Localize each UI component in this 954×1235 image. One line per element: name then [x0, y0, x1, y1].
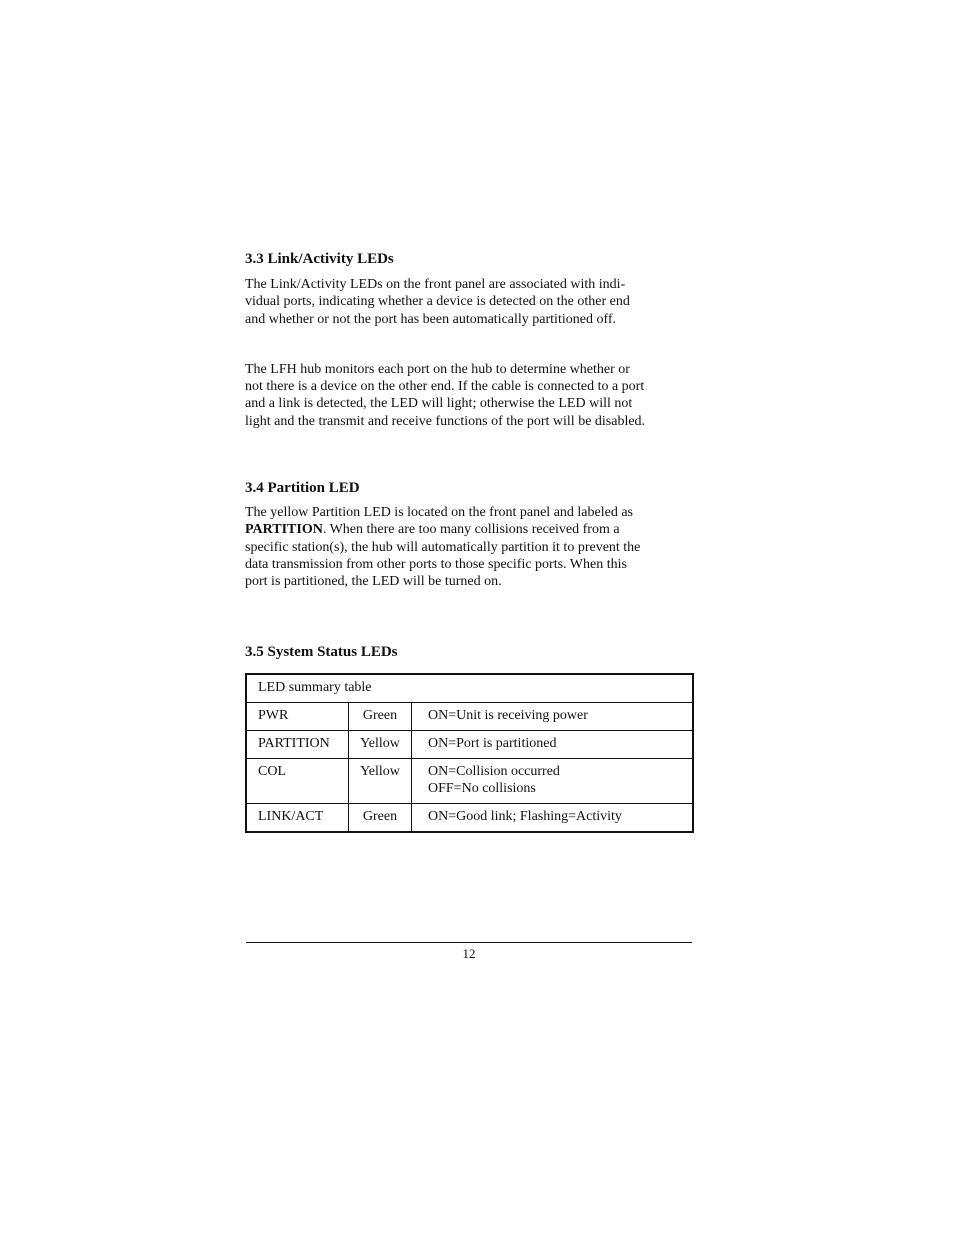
- description-line: ON=Collision occurred: [428, 763, 560, 779]
- section-title-link-activity: 3.3 Link/Activity LEDs: [245, 251, 394, 267]
- text-line: light and the transmit and receive functions of the port will be disabled.: [245, 413, 646, 429]
- led-name-cell: PWR: [246, 702, 349, 730]
- text-line: port is partitioned, the LED will be turned on.: [245, 574, 502, 590]
- led-name-cell: COL: [246, 758, 349, 803]
- led-summary-table: [245, 673, 694, 833]
- led-description-cell: [412, 758, 694, 803]
- text-line: and whether or not the port has been automatically partitioned off.: [245, 311, 617, 327]
- table-row: [246, 730, 693, 758]
- led-color-cell: Green: [349, 702, 412, 730]
- text-line: vidual ports, indicating whether a device is detected on the other end: [245, 294, 630, 310]
- text-line: not there is a device on the other end. If the cable is connected to a port: [245, 379, 645, 395]
- text-line: . When there are too many collisions received from a: [322, 522, 620, 538]
- text-line: and a link is detected, the LED will light; otherwise the LED will not: [245, 396, 633, 412]
- text-line: The Link/Activity LEDs on the front panel are associated with indi-: [245, 277, 626, 292]
- footer-divider: [246, 942, 692, 943]
- led-description-cell: ON=Port is partitioned: [412, 730, 694, 758]
- link-activity-paragraph-1: [245, 276, 697, 328]
- table-row: [246, 702, 693, 730]
- partition-paragraph: [245, 504, 697, 590]
- text-line: The yellow Partition LED is located on the front panel and labeled as: [245, 505, 633, 521]
- led-name-cell: PARTITION: [246, 730, 349, 758]
- page-number: 12: [462, 946, 476, 961]
- led-color-cell: Yellow: [349, 758, 412, 803]
- text-line: The LFH hub monitors each port on the hub to determine whether or: [245, 361, 630, 377]
- led-description-cell: ON=Good link; Flashing=Activity: [412, 803, 694, 832]
- section-title-partition: 3.4 Partition LED: [245, 480, 360, 497]
- text-line: specific station(s), the hub will automatically partition it to prevent the: [245, 539, 641, 555]
- table-row: [246, 803, 693, 832]
- led-color-cell: Yellow: [349, 730, 412, 758]
- description-line: OFF=No collisions: [428, 780, 536, 796]
- partition-label-bold: PARTITION: [245, 522, 323, 538]
- table-caption: LED summary table: [246, 674, 693, 703]
- led-color-cell: Green: [349, 803, 412, 832]
- link-activity-paragraph-2: [245, 361, 697, 430]
- led-name-cell: LINK/ACT: [246, 803, 349, 832]
- table-caption-row: [246, 674, 693, 703]
- section-title-system-status: 3.5 System Status LEDs: [245, 643, 398, 660]
- page-content: [245, 249, 697, 833]
- text-line: data transmission from other ports to those specific ports. When this: [245, 556, 627, 572]
- led-description-cell: ON=Unit is receiving power: [412, 702, 694, 730]
- table-row: [246, 758, 693, 803]
